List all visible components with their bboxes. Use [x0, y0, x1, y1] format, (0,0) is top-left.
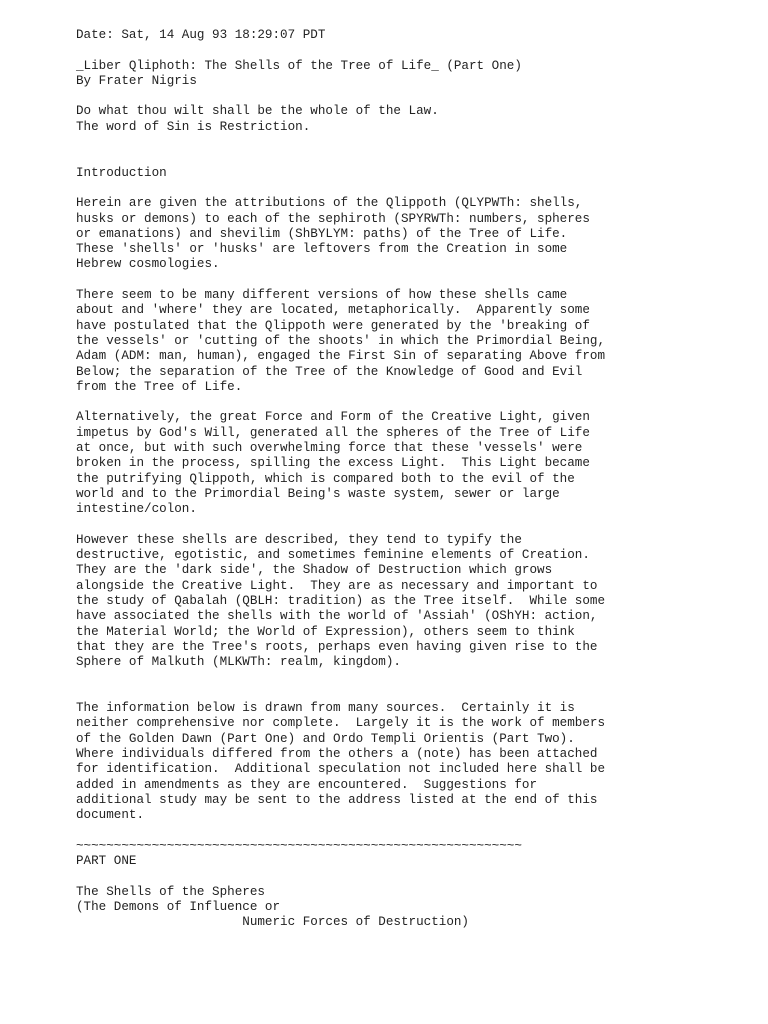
- invocation-line-1: Do what thou wilt shall be the whole of the Law.: [76, 104, 439, 119]
- paragraph-line: the study of Qabalah (QBLH: tradition) as the Tree itself. While some: [76, 593, 606, 608]
- tilde-divider: ~~~~~~~~~~~~~~~~~~~~~~~~~~~~~~~~~~~~~~~~~~~~~~~~~~~~~~~~~~~: [76, 838, 522, 853]
- paragraph-line: Herein are given the attributions of the Qlippoth (QLYPWTh: shells,: [76, 196, 583, 211]
- part-one-heading: PART ONE: [76, 854, 137, 869]
- paragraph-line: Sphere of Malkuth (MLKWTh: realm, kingdom).: [76, 655, 401, 670]
- part-one-subheading-line-3: Numeric Forces of Destruction): [76, 915, 469, 930]
- part-one-subheading-line-2: (The Demons of Influence or: [76, 899, 281, 914]
- paragraph-line: about and 'where' they are located, metaphorically. Apparently some: [76, 303, 590, 318]
- paragraph-line: Alternatively, the great Force and Form of the Creative Light, given: [76, 410, 590, 425]
- paragraph-line: They are the 'dark side', the Shadow of Destruction which grows: [76, 563, 553, 578]
- paragraph-line: the Material World; the World of Expression), others seem to think: [76, 624, 575, 639]
- paragraph-line: the vessels' or 'cutting of the shoots' in which the Primordial Being,: [76, 333, 606, 348]
- paragraph-line: that they are the Tree's roots, perhaps even having given rise to the: [76, 639, 598, 654]
- paragraph-line: destructive, egotistic, and sometimes feminine elements of Creation.: [76, 548, 590, 563]
- paragraph-line: document.: [76, 808, 145, 823]
- document-author: By Frater Nigris: [76, 73, 197, 88]
- date-line: Date: Sat, 14 Aug 93 18:29:07 PDT: [76, 28, 326, 42]
- paragraph-line: Where individuals differed from the others a (note) has been attached: [76, 746, 598, 761]
- paragraph-4: [76, 533, 756, 671]
- paragraph-line: from the Tree of Life.: [76, 379, 243, 394]
- paragraph-line: These 'shells' or 'husks' are leftovers from the Creation in some: [76, 242, 568, 257]
- paragraph-line: Adam (ADM: man, human), engaged the First Sin of separating Above from: [76, 349, 606, 364]
- paragraph-line: The information below is drawn from many sources. Certainly it is: [76, 701, 575, 716]
- paragraph-5: [76, 701, 756, 823]
- paragraph-line: additional study may be sent to the address listed at the end of this: [76, 792, 598, 807]
- paragraph-line: husks or demons) to each of the sephiroth (SPYRWTh: numbers, spheres: [76, 211, 590, 226]
- paragraph-line: impetus by God's Will, generated all the spheres of the Tree of Life: [76, 425, 590, 440]
- part-one-subheading: The Shells of the Spheres: [76, 884, 265, 899]
- paragraph-2: [76, 288, 756, 395]
- paragraph-line: have postulated that the Qlippoth were generated by the 'breaking of: [76, 318, 590, 333]
- invocation-line-2: The word of Sin is Restriction.: [76, 119, 311, 134]
- paragraph-3: [76, 410, 756, 517]
- document-page: [76, 28, 756, 931]
- paragraph-line: of the Golden Dawn (Part One) and Ordo Templi Orientis (Part Two).: [76, 731, 575, 746]
- paragraph-1: [76, 196, 756, 272]
- paragraph-line: have associated the shells with the world of 'Assiah' (OShYH: action,: [76, 609, 598, 624]
- paragraph-line: added in amendments as they are encountered. Suggestions for: [76, 777, 538, 792]
- paragraph-line: intestine/colon.: [76, 502, 197, 517]
- introduction-heading: Introduction: [76, 165, 167, 180]
- paragraph-line: However these shells are described, they tend to typify the: [76, 532, 522, 547]
- paragraph-line: at once, but with such overwhelming force that these 'vessels' were: [76, 441, 583, 456]
- paragraph-line: neither comprehensive nor complete. Largely it is the work of members: [76, 716, 606, 731]
- document-title: _Liber Qliphoth: The Shells of the Tree of Life_ (Part One): [76, 58, 522, 73]
- paragraph-line: for identification. Additional speculation not included here shall be: [76, 762, 606, 777]
- paragraph-line: There seem to be many different versions of how these shells came: [76, 288, 568, 303]
- paragraph-line: or emanations) and shevilim (ShBYLYM: paths) of the Tree of Life.: [76, 226, 568, 241]
- paragraph-line: broken in the process, spilling the excess Light. This Light became: [76, 456, 590, 471]
- paragraph-line: the putrifying Qlippoth, which is compared both to the evil of the: [76, 471, 575, 486]
- paragraph-line: Below; the separation of the Tree of the Knowledge of Good and Evil: [76, 364, 583, 379]
- paragraph-line: alongside the Creative Light. They are as necessary and important to: [76, 578, 598, 593]
- paragraph-line: Hebrew cosmologies.: [76, 257, 220, 272]
- paragraph-line: world and to the Primordial Being's waste system, sewer or large: [76, 486, 560, 501]
